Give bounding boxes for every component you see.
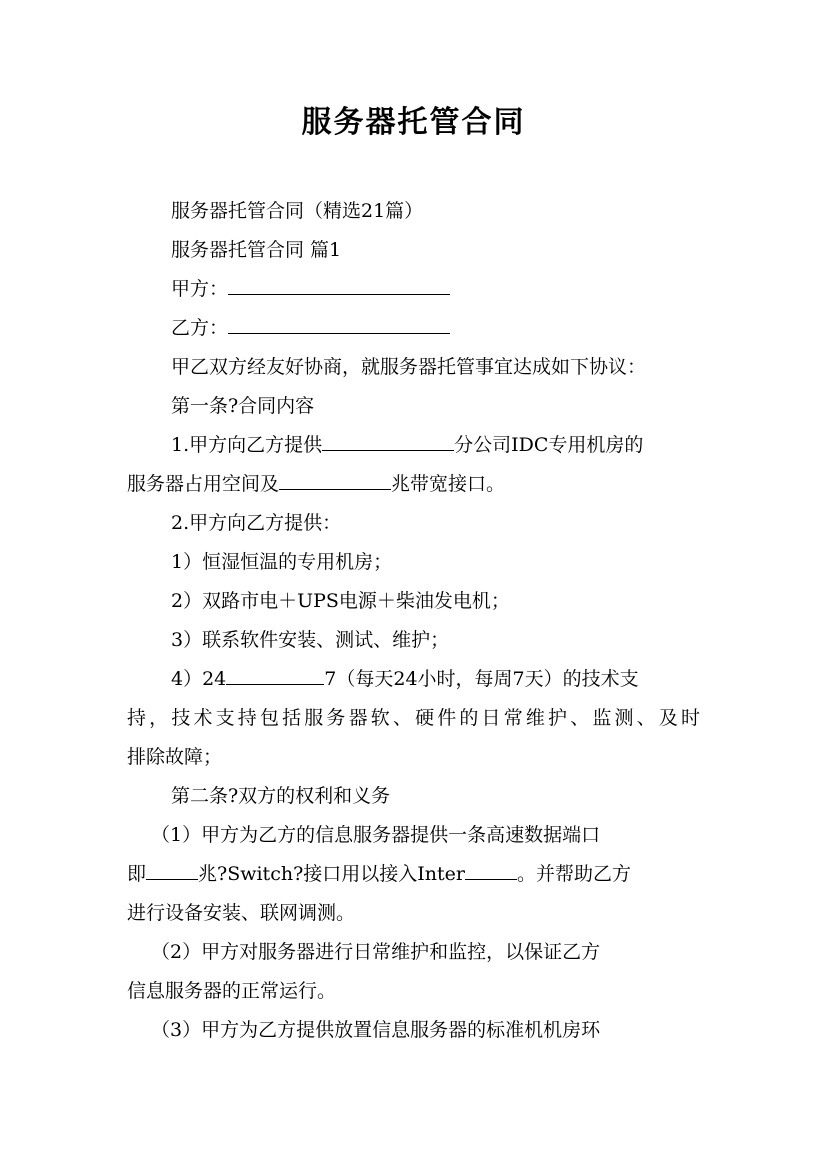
item1-line2: 服务器占用空间及 兆带宽接口。 xyxy=(127,465,700,504)
subtitle: 服务器托管合同（精选21篇） xyxy=(171,200,424,222)
party-a-blank xyxy=(228,275,450,295)
party-b-line xyxy=(127,309,700,348)
party-b-label: 乙方： xyxy=(171,317,229,339)
article1-heading: 第一条?合同内容 xyxy=(171,395,315,417)
article2-heading: 第二条?双方的权利和义务 xyxy=(171,785,391,807)
clause1-line2: 即 兆?Switch?接口用以接入Inter 。并帮助乙方 xyxy=(127,855,700,894)
branch-blank xyxy=(322,431,454,451)
clause3-line1: （3）甲方为乙方提供放置信息服务器的标准机机房环 xyxy=(151,1019,601,1041)
sub-item-3: 3）联系软件安装、测试、维护； xyxy=(171,629,450,651)
clause2-line2: 信息服务器的正常运行。 xyxy=(127,980,337,1002)
clause2-line1: （2）甲方对服务器进行日常维护和监控，以保证乙方 xyxy=(151,941,601,963)
intro-paragraph: 甲乙双方经友好协商，就服务器托管事宜达成如下协议： xyxy=(171,356,647,378)
section-heading: 服务器托管合同 篇1 xyxy=(171,239,342,261)
inter-blank xyxy=(465,860,517,880)
clause1-line3: 进行设备安装、联网调测。 xyxy=(127,902,356,924)
document-title: 服务器托管合同 xyxy=(301,105,526,140)
clause1-line1: （1）甲方为乙方的信息服务器提供一条高速数据端口 xyxy=(151,824,601,846)
sub-item-2: 2）双路市电＋UPS电源＋柴油发电机； xyxy=(171,590,510,612)
bandwidth-blank xyxy=(279,470,391,490)
party-b-blank xyxy=(228,314,450,334)
support-blank xyxy=(226,665,324,685)
sub-item-4-line2: 持，技术支持包括服务器软、硬件的日常维护、监测、及时 xyxy=(127,707,700,729)
sub-item-4-line3: 排除故障； xyxy=(127,746,223,768)
sub-item-4-line1: 4）24 7（每天24小时，每周7天）的技术支 xyxy=(127,660,700,699)
item1-line1: 1.甲方向乙方提供 分公司IDC专用机房的 xyxy=(127,426,700,465)
item2-heading: 2.甲方向乙方提供： xyxy=(171,512,342,534)
sub-item-1: 1）恒湿恒温的专用机房； xyxy=(171,551,393,573)
port-speed-blank xyxy=(146,860,198,880)
document-body xyxy=(127,192,700,1050)
party-a-line xyxy=(127,270,700,309)
party-a-label: 甲方： xyxy=(171,278,229,300)
